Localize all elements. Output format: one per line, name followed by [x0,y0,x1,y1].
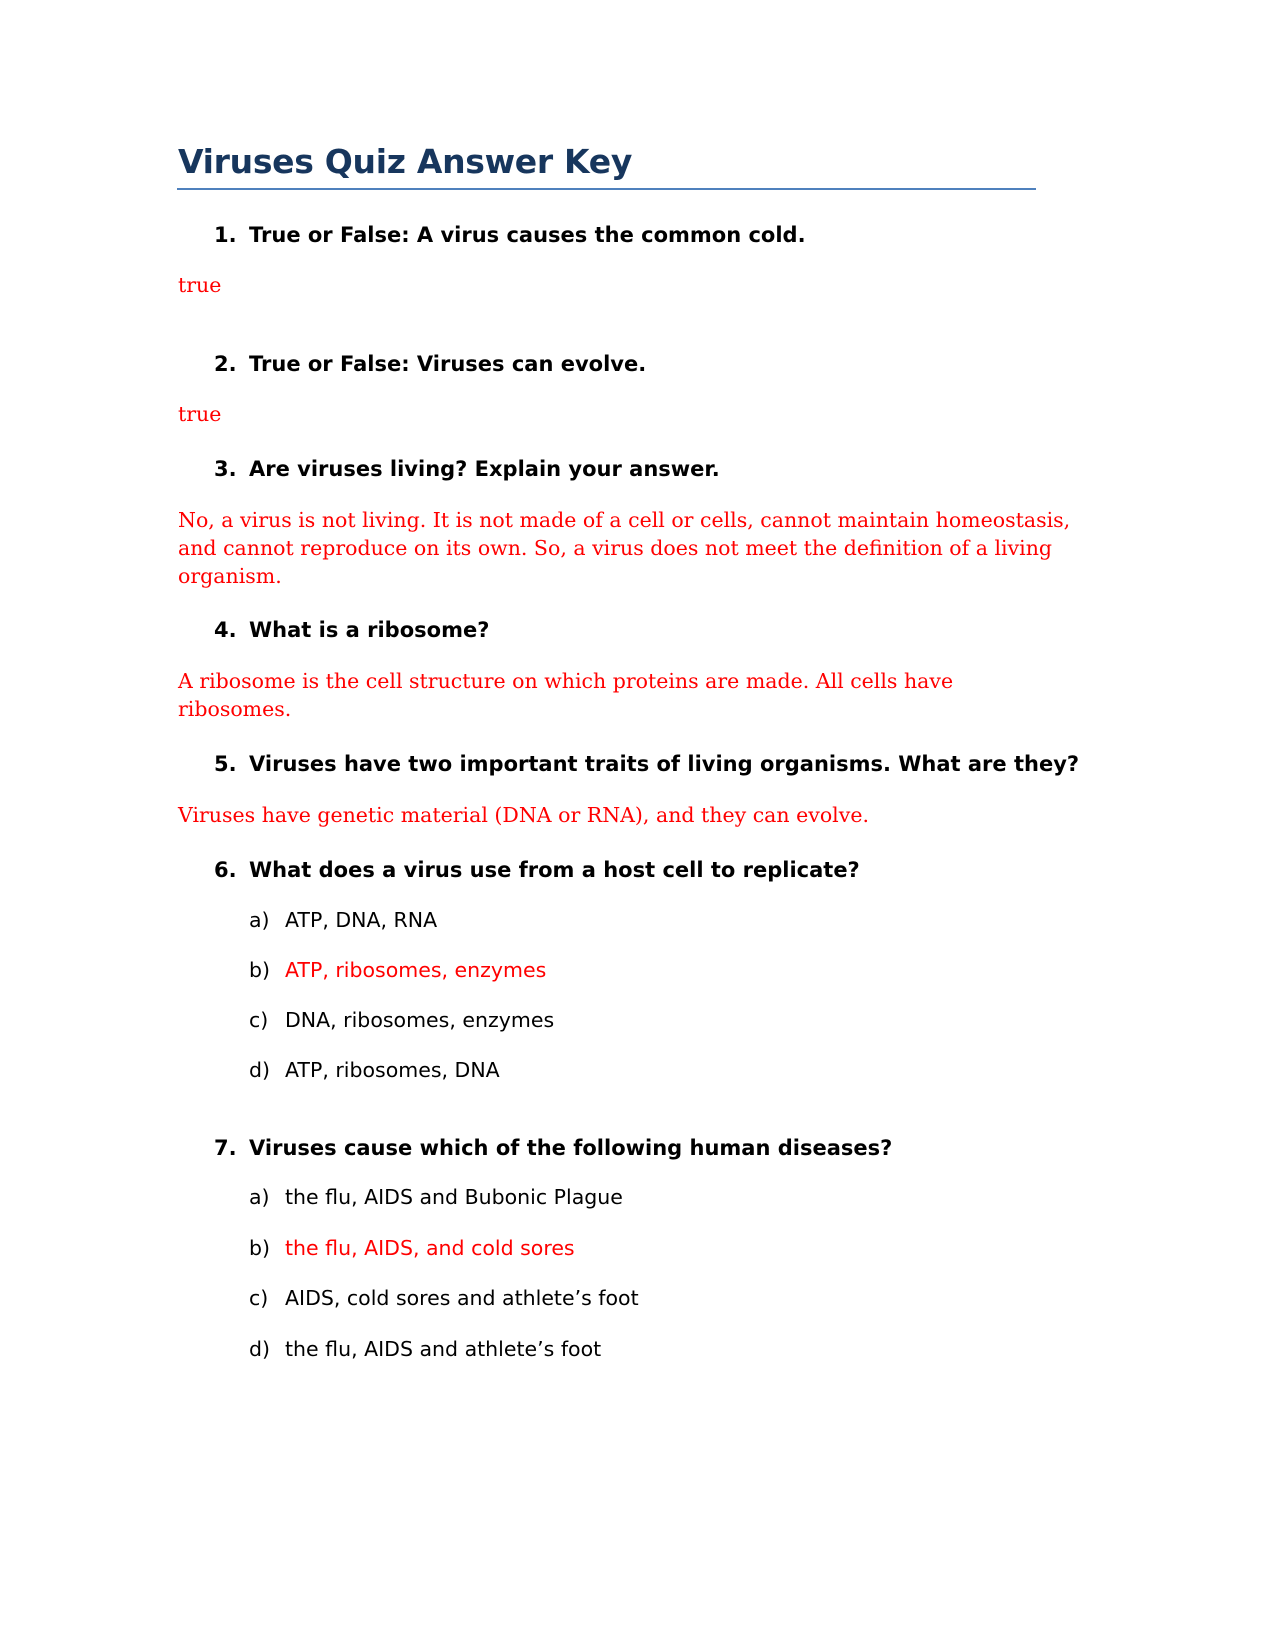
question-4-text: What is a ribosome? [249,618,490,642]
option-letter: c) [249,1286,269,1310]
question-1 [178,221,806,249]
option-letter: b) [249,1236,271,1260]
question-6-option-b-correct [249,956,546,984]
question-7-text: Viruses cause which of the following human diseases? [249,1136,893,1160]
answer-3-line-1: No, a virus is not living. It is not made of a cell or cells, cannot maintain homeostasis, [178,508,1071,532]
question-2 [178,350,646,378]
question-5-number: 5. [214,752,237,776]
question-6-number: 6. [214,858,237,882]
question-6-text: What does a virus use from a host cell to replicate? [249,858,860,882]
option-text: the flu, AIDS and athlete’s foot [285,1337,602,1361]
option-text: ATP, ribosomes, enzymes [285,958,547,982]
answer-4-line-1: A ribosome is the cell structure on which proteins are made. All cells have [178,669,954,693]
option-letter: a) [249,908,270,932]
option-text: the flu, AIDS and Bubonic Plague [285,1185,623,1209]
question-3 [178,455,720,483]
question-6-option-a [249,906,437,934]
option-text: ATP, ribosomes, DNA [285,1058,500,1082]
title-underline [177,188,1036,190]
option-letter: b) [249,958,271,982]
answer-5-line: Viruses have genetic material (DNA or RNA), and they can evolve. [178,803,869,827]
answer-1 [178,271,1048,299]
option-text: the flu, AIDS, and cold sores [285,1236,575,1260]
option-text: DNA, ribosomes, enzymes [285,1008,555,1032]
option-text: ATP, DNA, RNA [285,908,438,932]
question-6 [178,856,860,884]
answer-3 [178,506,1071,590]
question-2-text: True or False: Viruses can evolve. [249,352,647,376]
option-letter: c) [249,1008,269,1032]
answer-3-line-2: and cannot reproduce on its own. So, a virus does not meet the definition of a living [178,536,1053,560]
question-5-text: Viruses have two important traits of living organisms. What are they? [249,752,1080,776]
question-1-number: 1. [214,223,237,247]
question-7-option-c [249,1284,639,1312]
question-4 [178,616,489,644]
page-title: Viruses Quiz Answer Key [178,142,633,181]
option-letter: d) [249,1058,271,1082]
answer-4 [178,667,1048,723]
answer-2 [178,400,1048,428]
question-7 [178,1134,892,1162]
option-letter: d) [249,1337,271,1361]
question-6-option-d [249,1056,500,1084]
question-6-option-c [249,1006,554,1034]
question-7-option-d [249,1335,601,1363]
question-3-number: 3. [214,457,237,481]
question-2-number: 2. [214,352,237,376]
answer-4-line-2: ribosomes. [178,697,292,721]
question-5 [178,750,1079,778]
answer-3-line-3: organism. [178,564,282,588]
answer-5 [178,801,1048,829]
question-4-number: 4. [214,618,237,642]
question-7-option-a [249,1183,623,1211]
question-7-option-b-correct [249,1234,575,1262]
option-text: AIDS, cold sores and athlete’s foot [285,1286,639,1310]
question-7-number: 7. [214,1136,237,1160]
option-letter: a) [249,1185,270,1209]
question-1-text: True or False: A virus causes the common cold. [249,223,806,247]
answer-1-line: true [178,273,222,297]
question-3-text: Are viruses living? Explain your answer. [249,457,720,481]
answer-2-line: true [178,402,222,426]
